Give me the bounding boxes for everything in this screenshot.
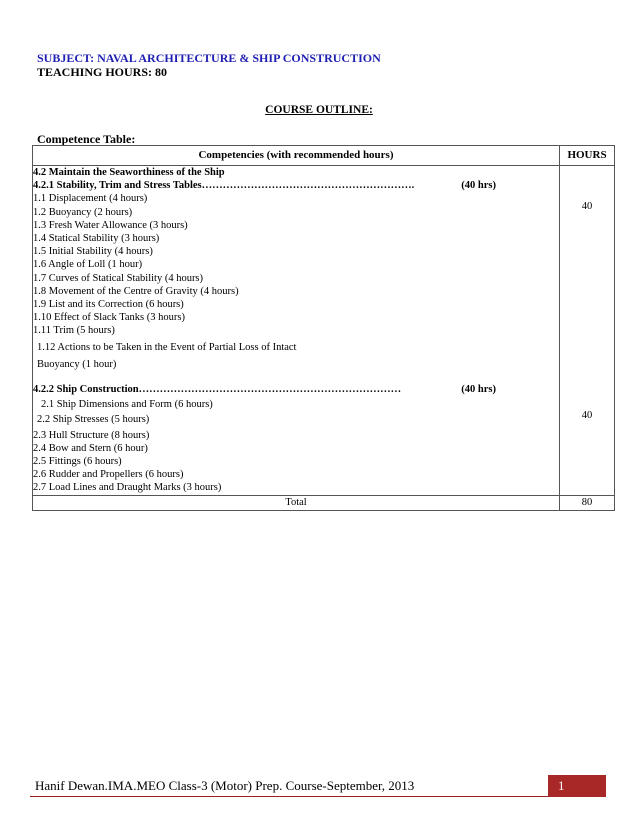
group1-title-row — [33, 179, 559, 192]
list-item: 2.2 Ship Stresses (5 hours) — [37, 414, 150, 426]
course-outline-title: COURSE OUTLINE: — [265, 104, 373, 116]
competencies-column-header: Competencies (with recommended hours) — [33, 146, 560, 166]
list-item: 1.5 Initial Stability (4 hours) — [33, 246, 153, 258]
list-item: 1.11 Trim (5 hours) — [33, 325, 115, 337]
competence-table-caption: Competence Table: — [37, 132, 136, 146]
footer-text: Hanif Dewan.IMA.MEO Class-3 (Motor) Prep. Course-September, 2013 — [35, 778, 415, 793]
total-row — [33, 495, 615, 510]
group2-title-row — [33, 383, 559, 396]
list-item: 1.6 Angle of Loll (1 hour) — [33, 259, 143, 271]
list-item: 1.3 Fresh Water Allowance (3 hours) — [33, 219, 188, 231]
group2-dots: ………………………………………………………………… — [138, 384, 402, 396]
group1-title: 4.2.1 Stability, Trim and Stress Tables — [33, 180, 202, 192]
group1-hours: 40 — [581, 201, 593, 212]
list-item: 1.2 Buoyancy (2 hours) — [33, 206, 133, 218]
group2-title: 4.2.2 Ship Construction — [33, 384, 139, 396]
list-item: 1.1 Displacement (4 hours) — [33, 193, 148, 205]
total-hours: 80 — [560, 495, 615, 510]
list-item: 1.10 Effect of Slack Tanks (3 hours) — [33, 312, 185, 324]
group1-dots: ……………………………………………………. — [201, 180, 415, 192]
table-header-row — [33, 146, 615, 166]
list-item: 1.12 Actions to be Taken in the Event of Partial Loss of Intact — [37, 341, 297, 353]
competence-table — [32, 145, 615, 511]
list-item: 2.3 Hull Structure (8 hours) — [33, 429, 150, 441]
teaching-hours: TEACHING HOURS: 80 — [37, 65, 168, 79]
page-number: 1 — [548, 775, 606, 797]
competencies-cell — [33, 166, 560, 496]
group2-hours: 40 — [581, 410, 593, 421]
list-item: 2.7 Load Lines and Draught Marks (3 hours) — [33, 482, 222, 494]
subject-heading: SUBJECT: NAVAL ARCHITECTURE & SHIP CONSTRUCTION — [37, 51, 381, 65]
section-title: 4.2 Maintain the Seaworthiness of the Ship — [33, 167, 225, 178]
footer-divider — [30, 796, 552, 797]
list-item: 1.8 Movement of the Centre of Gravity (4 hours) — [33, 285, 239, 297]
list-item: 2.1 Ship Dimensions and Form (6 hours) — [41, 399, 213, 411]
table-row — [33, 166, 615, 496]
group1-hrs: (40 hrs) — [461, 180, 496, 192]
list-item: 2.4 Bow and Stern (6 hour) — [33, 442, 148, 454]
list-item: 1.4 Statical Stability (3 hours) — [33, 233, 160, 245]
hours-cell — [560, 166, 615, 496]
hours-column-header: HOURS — [560, 146, 615, 166]
group2-hrs: (40 hrs) — [461, 384, 496, 396]
list-item: Buoyancy (1 hour) — [37, 358, 117, 370]
list-item: 1.9 List and its Correction (6 hours) — [33, 299, 184, 311]
list-item: 1.7 Curves of Statical Stability (4 hours) — [33, 272, 204, 284]
list-item: 2.5 Fittings (6 hours) — [33, 456, 122, 468]
list-item: 2.6 Rudder and Propellers (6 hours) — [33, 469, 184, 481]
total-label: Total — [33, 495, 560, 510]
